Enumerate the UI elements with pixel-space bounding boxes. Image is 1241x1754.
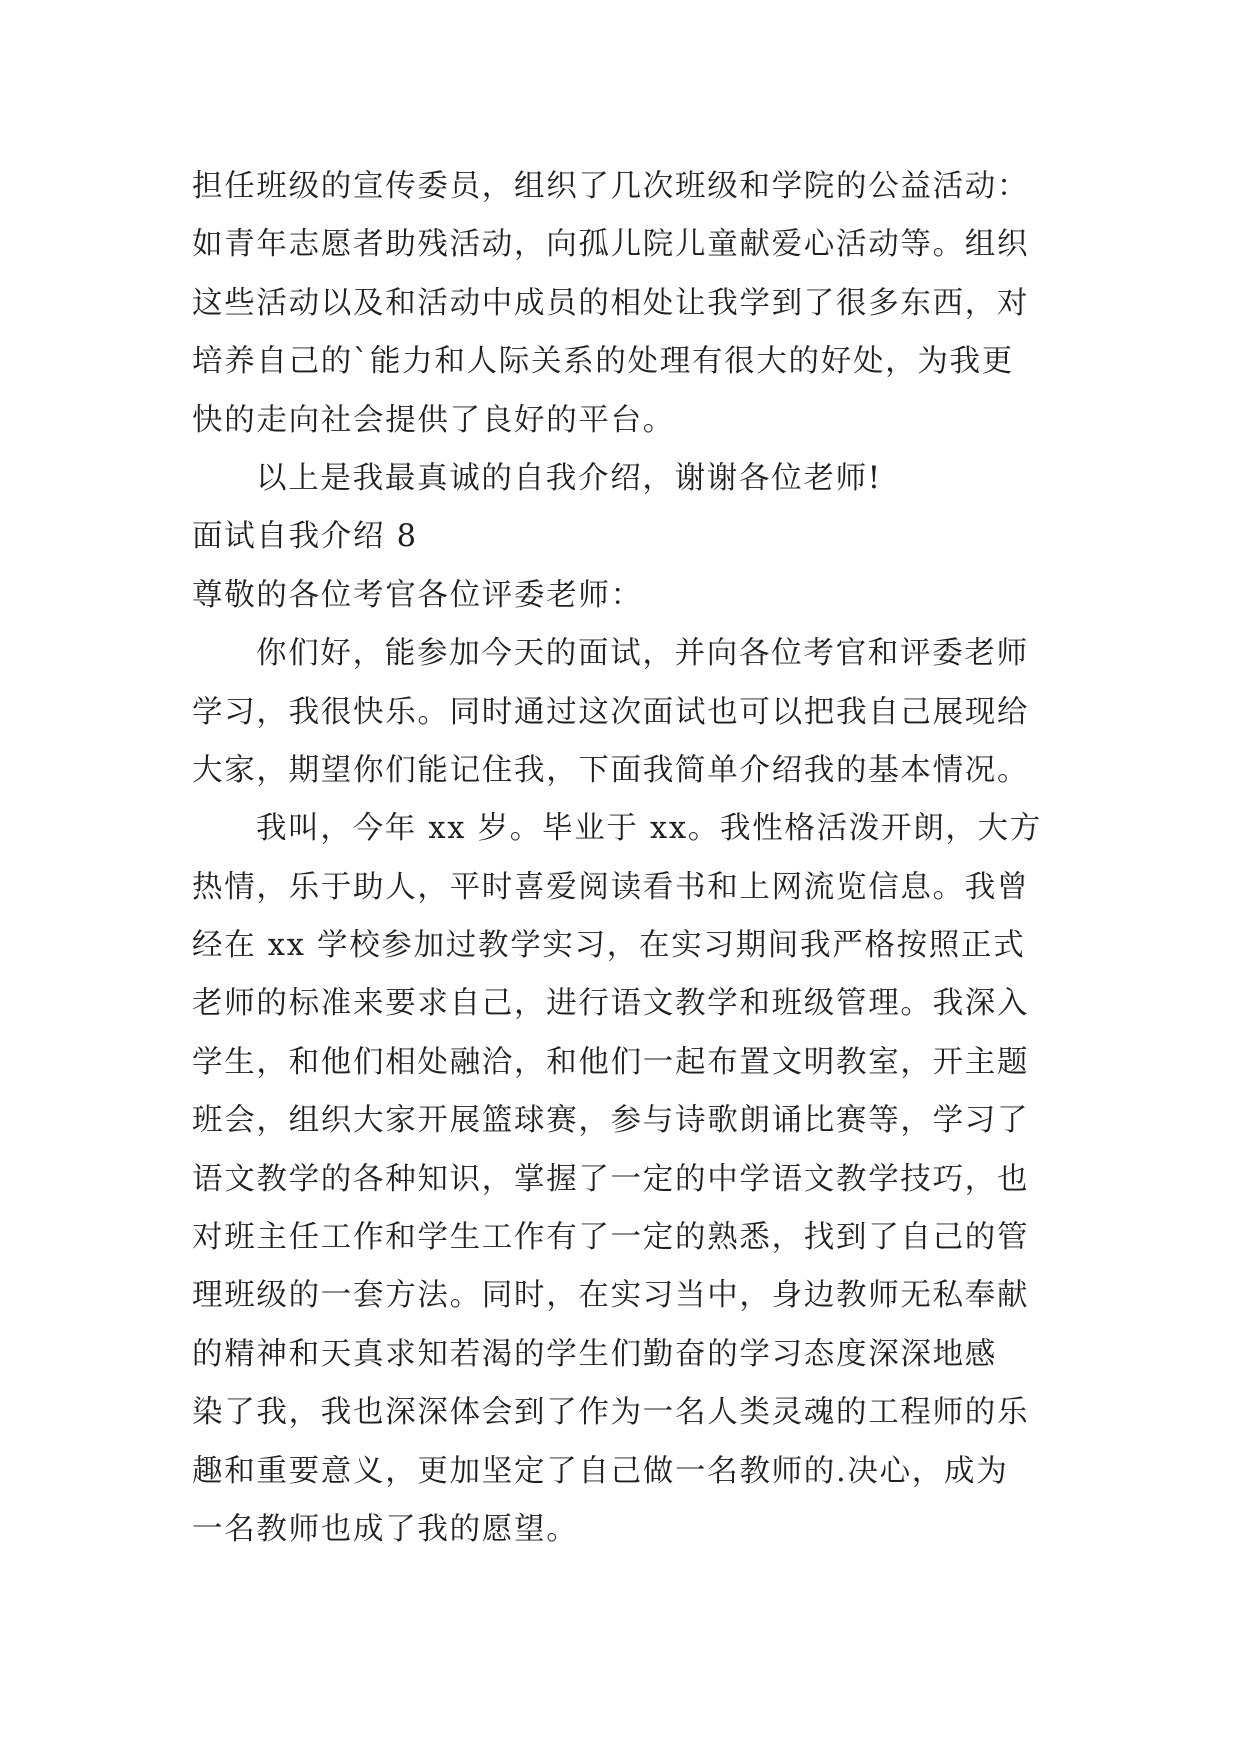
paragraph-line: 如青年志愿者助残活动，向孤儿院儿童献爱心活动等。组织 (192, 227, 1030, 263)
paragraph-line: 理班级的一套方法。同时，在实习当中，身边教师无私奉献 (192, 1278, 1030, 1314)
paragraph-line: 老师的标准来要求自己，进行语文教学和班级管理。我深入 (192, 986, 1030, 1022)
paragraph-line: 快的走向社会提供了良好的平台。 (192, 402, 675, 438)
salutation (192, 567, 1072, 625)
paragraph-line: 趣和重要意义，更加坚定了自己做一名教师的.决心，成为 (192, 1453, 1009, 1489)
paragraph-line: 语文教学的各种知识，掌握了一定的中学语文教学技巧，也 (192, 1161, 1030, 1197)
paragraph-line: 这些活动以及和活动中成员的相处让我学到了很多东西，对 (192, 285, 1030, 321)
paragraph-line: 以上是我最真诚的自我介绍，谢谢各位老师! (256, 460, 882, 496)
paragraph-line: 大家，期望你们能记住我，下面我简单介绍我的基本情况。 (192, 752, 1030, 788)
paragraph-line: 染了我，我也深深体会到了作为一名人类灵魂的工程师的乐 (192, 1395, 1030, 1431)
paragraph-line: 学生，和他们相处融洽，和他们一起布置文明教室，开主题 (192, 1044, 1030, 1080)
document-body (192, 158, 1072, 1559)
heading-text: 面试自我介绍 8 (192, 519, 418, 555)
paragraph-line: 对班主任工作和学生工作有了一定的熟悉，找到了自己的管 (192, 1220, 1030, 1256)
paragraph-greeting (192, 625, 1072, 800)
paragraph-line: 经在 xx 学校参加过教学实习，在实习期间我严格按照正式 (192, 928, 1026, 964)
paragraph-introduction (192, 800, 1072, 1559)
paragraph-line: 担任班级的宣传委员，组织了几次班级和学院的公益活动： (192, 169, 1030, 204)
paragraph-line: 的精神和天真求知若渴的学生们勤奋的学习态度深深地感 (192, 1336, 997, 1372)
paragraph-thanks (192, 450, 1072, 508)
paragraph-line: 你们好，能参加今天的面试，并向各位考官和评委老师 (256, 636, 1029, 672)
section-heading (192, 508, 1072, 566)
paragraph-line: 学习，我很快乐。同时通过这次面试也可以把我自己展现给 (192, 694, 1030, 730)
paragraph-line: 培养自己的`能力和人际关系的处理有很大的好处，为我更 (192, 344, 1014, 380)
paragraph-line: 班会，组织大家开展篮球赛，参与诗歌朗诵比赛等，学习了 (192, 1103, 1030, 1139)
paragraph-activities (192, 158, 1072, 450)
paragraph-line: 热情，乐于助人，平时喜爱阅读看书和上网流览信息。我曾 (192, 869, 1030, 905)
salutation-text: 尊敬的各位考官各位评委老师： (192, 577, 643, 613)
paragraph-line: 一名教师也成了我的愿望。 (192, 1511, 579, 1547)
paragraph-line: 我叫，今年 xx 岁。毕业于 xx。我性格活泼开朗，大方 (256, 811, 1042, 847)
